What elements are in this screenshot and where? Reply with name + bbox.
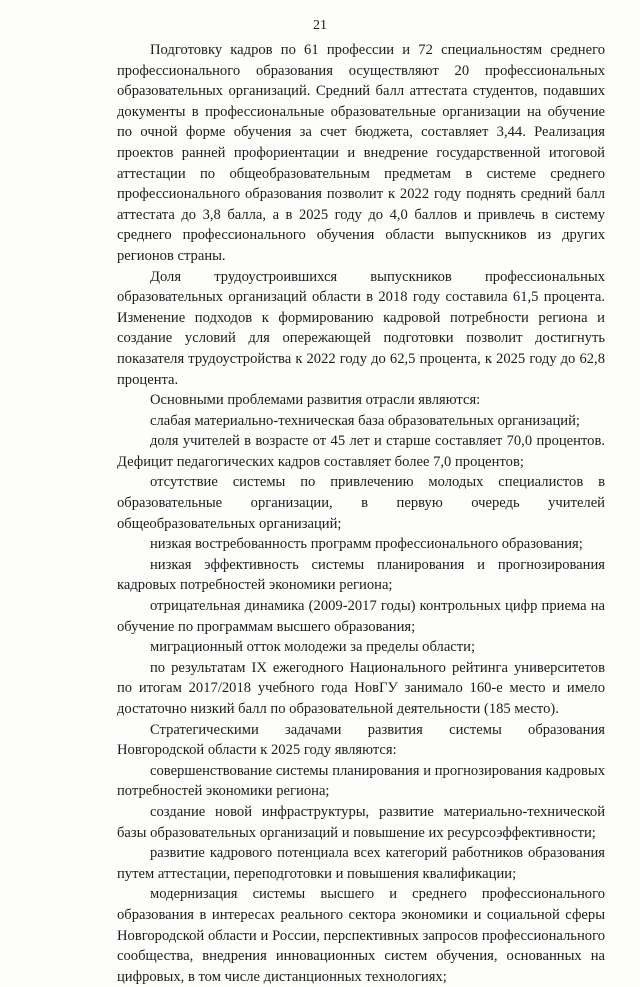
paragraph: Доля трудоустроившихся выпускников профессиональных образовательных организаций области в 2018 году составила 61,5 процента. Изменение подходов к формированию кадровой потребности региона и создание условий для опережающей подготовки позволит достигнуть показателя трудоустройства к 2022 году до 62,5 процента, к 2025 году до 62,8 процента. [117,268,605,388]
list-item: доля учителей в возрасте от 45 лет и старше составляет 70,0 процентов. Дефицит педагогических кадров составляет более 7,0 процентов; [117,433,605,470]
list-item: миграционный отток молодежи за пределы области; [150,639,476,656]
list-item: развитие кадрового потенциала всех категорий работников образования путем аттестации, переподготовки и повышения квалификации; [117,845,605,882]
list-item: слабая материально-техническая база образовательных организаций; [150,412,580,429]
list-item: низкая эффективность системы планирования и прогнозирования кадровых потребностей экономики региона; [117,556,605,594]
paragraph: Стратегическими задачами развития системы образования Новгородской области к 2025 году являются: [117,721,605,759]
paragraph: Основными проблемами развития отрасли являются: [150,392,481,409]
list-item: низкая востребованность программ профессионального образования; [150,536,583,553]
list-item: отсутствие системы по привлечению молодых специалистов в образовательные организации, в первую очередь учителей общеобразовательных организаций; [117,474,605,532]
document-body [117,40,605,987]
list-item: создание новой инфраструктуры, развитие материально-технической базы образовательных организаций и повышение их ресурсоэффективности; [117,803,605,841]
paragraph: Подготовку кадров по 61 профессии и 72 специальностям среднего профессионального образования осуществляют 20 профессиональных образовательных организаций. Средний балл аттестата студентов, подавших документы в профессиональные образовательные организации на обучение по очной форме обучения за счет бюджета, составляет 3,44. Реализация проектов ранней профориентации и внедрение государственной итоговой аттестации по общеобразовательным предметам в системе среднего профессионального образования позволит к 2022 году поднять средний балл аттестата до 3,8 балла, а в 2025 году до 4,0 баллов и привлечь в систему среднего профессионального обучения области выпускников из других регионов страны. [117,42,605,264]
list-item: отрицательная динамика (2009-2017 годы) контрольных цифр приема на обучение по программам высшего образования; [117,598,605,635]
list-item: по результатам IX ежегодного Национального рейтинга университетов по итогам 2017/2018 учебного года НовГУ занимало 160-е место и имело достаточно низкий балл по образовательной деятельности (185 место). [117,659,605,717]
list-item: модернизация системы высшего и среднего профессионального образования в интересах реального сектора экономики и социальной сферы Новгородской области и России, перспективных запросов профессионального сообщества, внедрения инновационных систем обучения, основанных на цифровых, в том числе дистанционных технологиях; [117,886,605,985]
list-item: совершенствование системы планирования и прогнозирования кадровых потребностей экономики региона; [117,762,605,800]
page-number: 21 [313,18,327,33]
